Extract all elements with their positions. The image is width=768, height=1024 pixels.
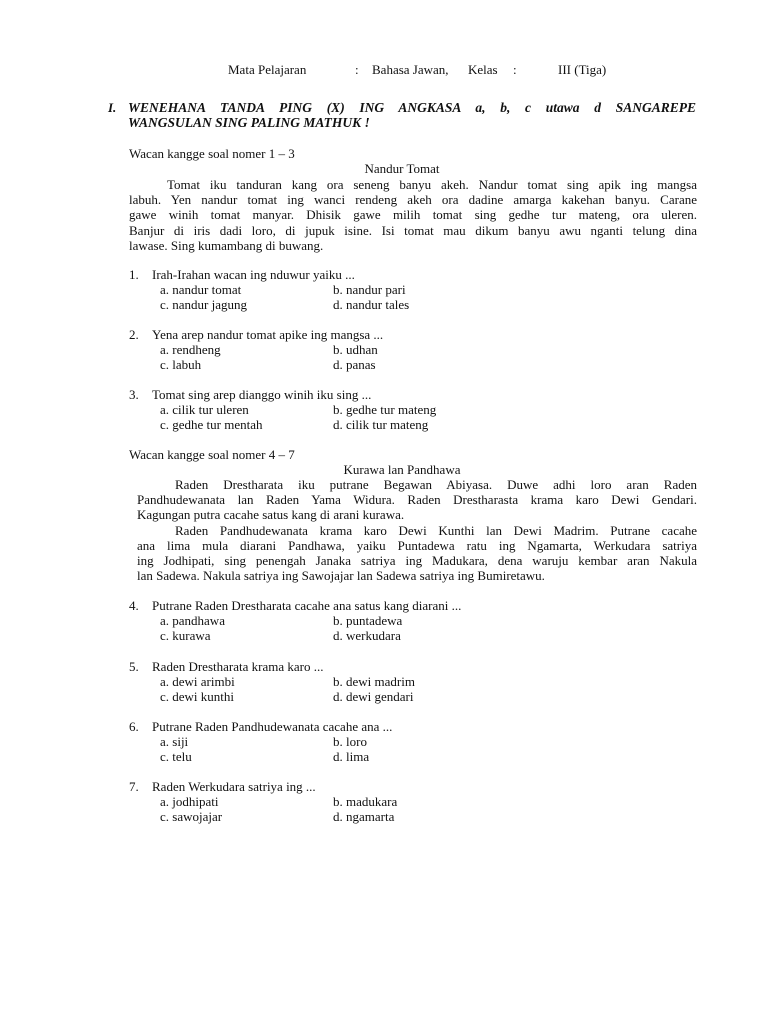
option: c. labuh: [160, 357, 202, 372]
question-number: 3.: [129, 387, 139, 402]
option: b. puntadewa: [333, 613, 403, 628]
option: a. jodhipati: [160, 794, 219, 809]
option: d. lima: [333, 749, 370, 764]
section-instruction: [128, 100, 696, 130]
option: a. pandhawa: [160, 613, 225, 628]
question-number: 5.: [129, 659, 139, 674]
passage-intro: Wacan kangge soal nomer 4 – 7: [129, 447, 295, 462]
passage-line: gawe winih tomat manyar. Dhisik gawe milih tomat sing gedhe tur mateng, ora uleren.: [129, 207, 697, 223]
option: c. kurawa: [160, 628, 211, 643]
question-text: Putrane Raden Pandhudewanata cacahe ana ...: [152, 719, 393, 734]
passage-title: Nandur Tomat: [364, 161, 440, 176]
question-text: Raden Drestharata krama karo ...: [152, 659, 324, 674]
option: d. panas: [333, 357, 376, 372]
option: b. nandur pari: [333, 282, 406, 297]
option: d. dewi gendari: [333, 689, 414, 704]
option: d. werkudara: [333, 628, 401, 643]
question-text: Yena arep nandur tomat apike ing mangsa ...: [152, 327, 384, 342]
passage-line: ana lima mula diarani Pandhawa, yaiku Puntadewa ratu ing Ngamarta, Werkudara satriya: [137, 537, 697, 553]
question-text: Irah-Irahan wacan ing nduwur yaiku ...: [152, 267, 355, 282]
passage-line: labuh. Yen nandur tomat ing wanci rendeng akeh ora dadine amarga kakehan banyu. Carane: [129, 192, 697, 208]
option: c. telu: [160, 749, 192, 764]
subject-label: Mata Pelajaran: [228, 62, 307, 77]
class-value: III (Tiga): [558, 62, 607, 77]
option: a. cilik tur uleren: [160, 402, 249, 417]
section-number: I.: [108, 100, 117, 115]
question-number: 4.: [129, 598, 139, 613]
class-label: Kelas: [468, 62, 498, 77]
question-number: 1.: [129, 267, 139, 282]
option: b. gedhe tur mateng: [333, 402, 437, 417]
passage-title: Kurawa lan Pandhawa: [343, 462, 461, 477]
passage-line: lawase. Sing kumambang di buwang.: [129, 237, 324, 253]
option: c. dewi kunthi: [160, 689, 235, 704]
option: c. gedhe tur mentah: [160, 417, 263, 432]
option: d. nandur tales: [333, 297, 410, 312]
option: c. sawojajar: [160, 809, 223, 824]
question-number: 2.: [129, 327, 139, 342]
question-number: 6.: [129, 719, 139, 734]
option: a. nandur tomat: [160, 282, 242, 297]
option: d. cilik tur mateng: [333, 417, 429, 432]
header-colon: :: [355, 62, 359, 77]
passage-line: ing Jodhipati, sing penengah Janaka satriya ing Madukara, dena waruju kembar aran Nakula: [137, 553, 697, 569]
option: d. ngamarta: [333, 809, 395, 824]
instruction-line: WANGSULAN SING PALING MATHUK !: [128, 115, 370, 130]
option: b. dewi madrim: [333, 674, 415, 689]
passage-line: Tomat iku tanduran kang ora seneng banyu akeh. Nandur tomat sing apik ing mangsa: [167, 177, 697, 192]
passage-line: lan Sadewa. Nakula satriya ing Sawojajar lan Sadewa satriya ing Bumiretawu.: [137, 568, 545, 584]
passage-line: Raden Pandhudewanata krama karo Dewi Kunthi lan Dewi Madrim. Putrane cacahe: [175, 522, 697, 538]
option: a. dewi arimbi: [160, 674, 235, 689]
subject-value: Bahasa Jawan,: [372, 62, 449, 77]
question-text: Putrane Raden Drestharata cacahe ana satus kang diarani ...: [152, 598, 462, 613]
option: a. siji: [160, 734, 189, 749]
passage-body: [137, 477, 697, 583]
option: b. udhan: [333, 342, 378, 357]
question-text: Raden Werkudara satriya ing ...: [152, 779, 316, 794]
passage-intro: Wacan kangge soal nomer 1 – 3: [129, 146, 295, 161]
option: b. loro: [333, 734, 367, 749]
instruction-line: WENEHANA TANDA PING (X) ING ANGKASA a, b, c utawa d SANGAREPE: [128, 100, 696, 115]
option: b. madukara: [333, 794, 398, 809]
passage-body: [129, 177, 697, 253]
question-number: 7.: [129, 779, 139, 794]
passage-line: Banjur di iris dadi loro, di jupuk isine. Isi tomat mau dikum banyu awu nganti telung dina: [129, 222, 697, 238]
passage-line: Pandhudewanata lan Raden Yama Widura. Raden Drestharasta krama karo Dewi Gendari.: [137, 492, 697, 508]
passage-line: Kagungan putra cacahe satus kang di arani kurawa.: [137, 507, 405, 523]
option: a. rendheng: [160, 342, 221, 357]
header-colon: :: [513, 62, 517, 77]
passage-line: Raden Drestharata iku putrane Begawan Abiyasa. Duwe adhi loro aran Raden: [175, 477, 697, 492]
question-text: Tomat sing arep dianggo winih iku sing ...: [152, 387, 372, 402]
option: c. nandur jagung: [160, 297, 248, 312]
